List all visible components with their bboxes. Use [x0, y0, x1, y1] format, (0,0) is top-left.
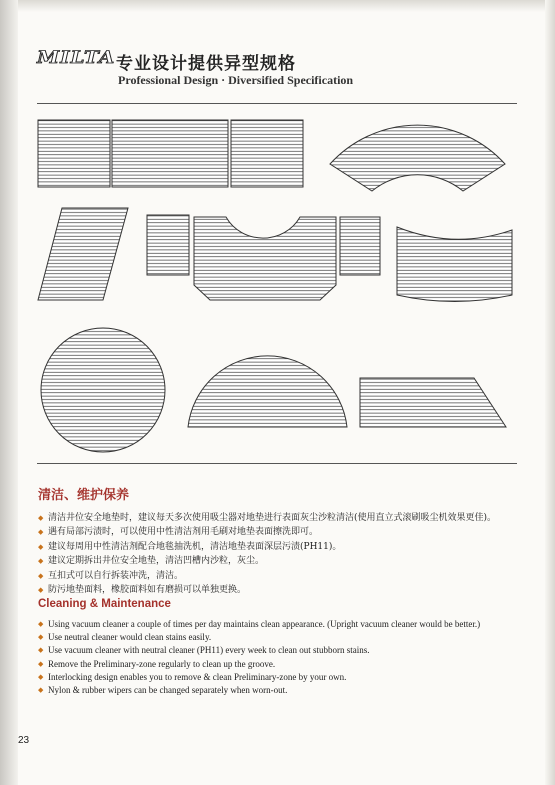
trapezoid-shape: [360, 378, 506, 427]
cleaning-heading-en: Cleaning & Maintenance: [38, 598, 171, 610]
page-title-cn: 专业设计提供异型规格: [116, 54, 296, 74]
brand-logo: MILTA: [37, 47, 116, 68]
cleaning-heading-cn: 清洁、维护保养: [38, 488, 130, 503]
list-item: ◆ 建议每周用中性清洁剂配合地毯抽洗机，清洁地垫表面深层污渍(PH11)。: [38, 540, 528, 554]
section-divider: [37, 463, 517, 464]
rectangle-panels-shape: [38, 120, 303, 187]
circle-shape: [41, 328, 165, 452]
arc-segment-shape: [330, 125, 505, 191]
list-item: ◆ 建议定期拆出井位安全地垫，清洁凹槽内沙粒，灰尘。: [38, 554, 528, 568]
cleaning-list-en: [38, 618, 488, 697]
list-item: ◆ Interlocking design enables you to remove & clean Preliminary-zone by your own.: [38, 671, 488, 684]
cutout-center-panel-shape: [147, 215, 380, 300]
list-item: ◆ Use neutral cleaner would clean stains easily.: [38, 631, 488, 644]
list-item: ◆ Remove the Preliminary-zone regularly to clean up the groove.: [38, 658, 488, 671]
parallelogram-shape: [38, 208, 128, 300]
curved-edge-panel-shape: [397, 227, 512, 302]
list-item: ◆ Nylon & rubber wipers can be changed separately when worn-out.: [38, 684, 488, 697]
list-item: ◆ Using vacuum cleaner a couple of times per day maintains clean appearance. (Upright vacuum cleaner would be better.): [38, 618, 488, 631]
list-item: ◆ Use vacuum cleaner with neutral cleaner (PH11) every week to clean out stubborn stains.: [38, 644, 488, 657]
page-number: 23: [18, 735, 30, 746]
list-item: ◆ 防污地垫面料，橡胶面料如有磨损可以单独更换。: [38, 583, 528, 597]
list-item: ◆ 互扣式可以自行拆装冲洗，清洁。: [38, 569, 528, 583]
list-item: ◆ 清洁井位安全地垫时，建议每天多次使用吸尘器对地垫进行表面灰尘沙粒清洁(使用直立式滚刷吸尘机效果更佳)。: [38, 511, 528, 525]
list-item: ◆ 遇有局部污渍时，可以使用中性清洁剂用毛刷对地垫表面擦洗即可。: [38, 525, 528, 539]
semicircle-shape: [188, 356, 347, 427]
page-title-en: Professional Design · Diversified Specification: [118, 73, 354, 87]
cleaning-list-cn: [38, 511, 528, 597]
